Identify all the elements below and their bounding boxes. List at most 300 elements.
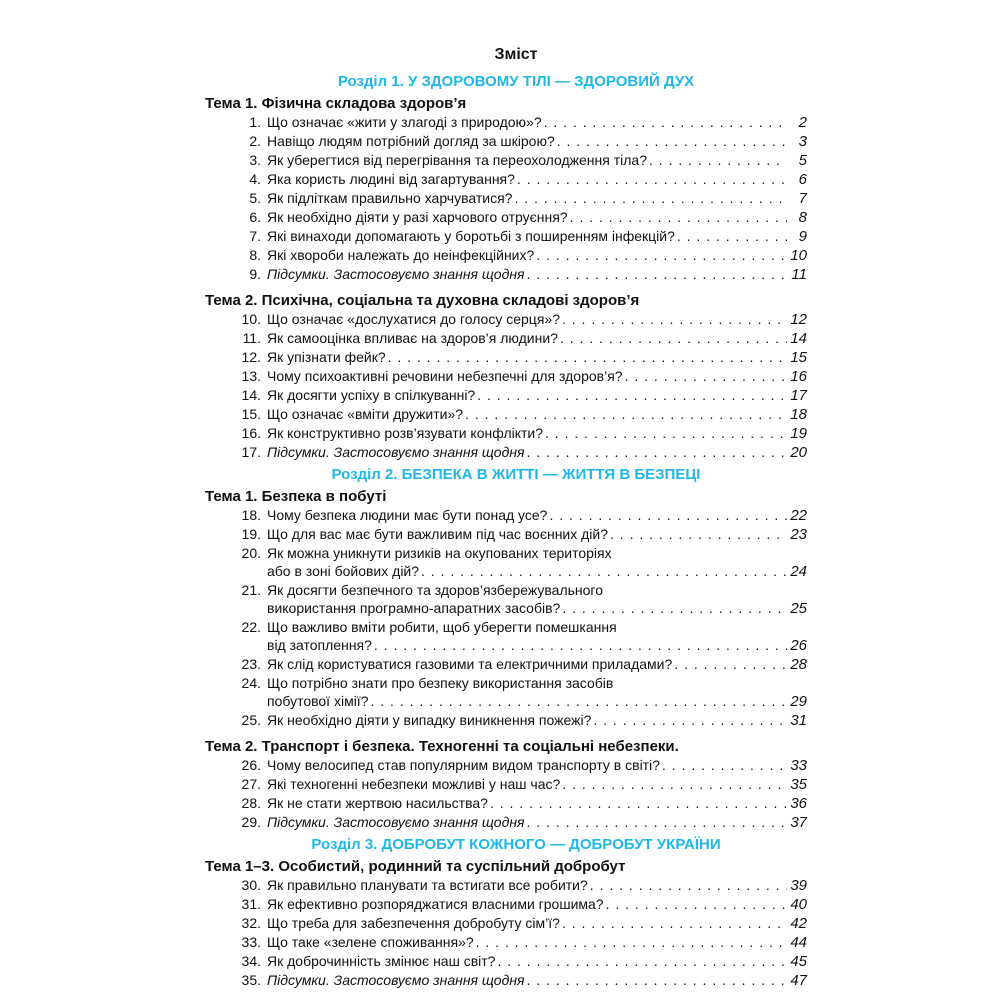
entry-title: Що важливо вміти робити, щоб уберегти помешкання: [267, 619, 617, 635]
entry-number: 30.: [241, 877, 261, 893]
page-number: 36: [790, 795, 807, 812]
page-number: 35: [790, 776, 807, 793]
toc-entry[interactable]: [205, 581, 807, 618]
entry-number: 12.: [241, 349, 261, 365]
entry-body: [267, 544, 807, 581]
page-number: 19: [790, 425, 807, 442]
page-number: 16: [790, 368, 807, 385]
page-number: 29: [790, 693, 807, 710]
entry-number: 10.: [241, 311, 261, 327]
entry-body: [267, 933, 807, 952]
entry-number: 32.: [241, 915, 261, 931]
toc-entry[interactable]: [205, 813, 807, 832]
entry-title: Чому психоактивні речовини небезпечні для здоров’я?: [267, 368, 623, 384]
entry-number: 2.: [249, 133, 261, 149]
entry-title: побутової хімії?: [267, 693, 369, 709]
entry-number: 9.: [249, 266, 261, 282]
entry-line: [267, 506, 807, 525]
entry-text-block: [267, 794, 807, 813]
dot-leader: [593, 711, 787, 729]
page-number: 3: [798, 133, 807, 150]
entry-body: [267, 876, 807, 895]
entry-title: Що таке «зелене споживання»?: [267, 934, 474, 950]
entry-title: Як необхідно діяти у випадку виникнення пожежі?: [267, 712, 592, 728]
topic-title: Тема 2. Психічна, соціальна та духовна складові здоров’я: [205, 292, 640, 309]
entry-body: [267, 443, 807, 462]
toc-entry[interactable]: [205, 265, 807, 284]
entry-line: [267, 692, 807, 711]
entry-number: 19.: [241, 526, 261, 542]
toc-topic: [205, 737, 807, 832]
entry-body: [267, 971, 807, 990]
page-number: 45: [790, 953, 807, 970]
entry-title: Як конструктивно розв’язувати конфлікти?: [267, 425, 544, 441]
entry-line: [267, 348, 807, 367]
toc-entry[interactable]: [205, 132, 807, 151]
toc-entry[interactable]: [205, 794, 807, 813]
entry-number: 14.: [241, 387, 261, 403]
page-number: 23: [790, 526, 807, 543]
page-number: 28: [790, 656, 807, 673]
entry-line: [267, 971, 807, 990]
entry-line: [267, 599, 807, 618]
toc-entry[interactable]: [205, 876, 807, 895]
topic-title: Тема 1–3. Особистий, родинний та суспільний добробут: [205, 858, 626, 875]
entry-text-block: [267, 443, 807, 462]
toc-section: [205, 72, 807, 462]
toc-entry[interactable]: [205, 756, 807, 775]
entry-number: 3.: [249, 152, 261, 168]
entry-body: [267, 581, 807, 618]
entry-body: [267, 329, 807, 348]
toc-entry[interactable]: [205, 525, 807, 544]
entry-line: [267, 756, 807, 775]
dot-leader: [490, 794, 787, 812]
toc-entry[interactable]: [205, 386, 807, 405]
entry-title: Чому безпека людини має бути понад усе?: [267, 507, 548, 523]
section-title: Розділ 3. ДОБРОБУТ КОЖНОГО — ДОБРОБУТ УКРАЇНИ: [311, 836, 721, 853]
dot-leader: [544, 113, 787, 131]
entry-number: 16.: [241, 425, 261, 441]
dot-leader: [421, 562, 787, 580]
page-number: 26: [790, 637, 807, 654]
entry-text-block: [267, 971, 807, 990]
toc-entry[interactable]: [205, 618, 807, 655]
entry-body: [267, 170, 807, 189]
section-title: Розділ 2. БЕЗПЕКА В ЖИТТІ — ЖИТТЯ В БЕЗПЕЦІ: [331, 466, 701, 483]
entry-title: Як не стати жертвою насильства?: [267, 795, 488, 811]
entry-number: 17.: [241, 444, 261, 460]
entry-text-block: [267, 674, 807, 711]
entry-line: [267, 655, 807, 674]
entry-line: [267, 170, 807, 189]
page-number: 40: [790, 896, 807, 913]
entry-line: [267, 310, 807, 329]
entry-line: [267, 189, 807, 208]
entry-body: [267, 674, 807, 711]
entry-number: 31.: [241, 896, 261, 912]
entry-body: [267, 794, 807, 813]
entry-text-block: [267, 329, 807, 348]
entry-title: Що означає «жити у злагоді з природою»?: [267, 114, 542, 130]
entry-number: 23.: [241, 656, 261, 672]
entry-body: [267, 310, 807, 329]
entry-body: [267, 775, 807, 794]
dot-leader: [527, 443, 787, 461]
entry-line: [267, 367, 807, 386]
dot-leader: [514, 189, 787, 207]
entry-line: [267, 876, 807, 895]
entry-number: 6.: [249, 209, 261, 225]
page-number: 2: [798, 114, 807, 131]
entry-body: [267, 506, 807, 525]
dot-leader: [606, 895, 787, 913]
entry-title: Як можна уникнути ризиків на окупованих територіях: [267, 545, 612, 561]
dot-leader: [560, 329, 787, 347]
page-number: 20: [790, 444, 807, 461]
entry-line: [267, 386, 807, 405]
entry-line: [267, 227, 807, 246]
entry-line: [267, 265, 807, 284]
entry-line: [267, 581, 807, 599]
entry-number: 35.: [241, 972, 261, 988]
page-number: 7: [798, 190, 807, 207]
entry-body: [267, 113, 807, 132]
page-number: 25: [790, 600, 807, 617]
toc-entry[interactable]: [205, 208, 807, 227]
entry-line: [267, 151, 807, 170]
toc-entry[interactable]: [205, 952, 807, 971]
entry-line: [267, 246, 807, 265]
dot-leader: [549, 506, 787, 524]
toc-entry[interactable]: [205, 443, 807, 462]
entry-text-block: [267, 348, 807, 367]
entry-summary-label: Підсумки. Застосовуємо знання щодня: [267, 266, 525, 282]
entry-text-block: [267, 813, 807, 832]
page-number: 47: [790, 972, 807, 989]
toc-entry[interactable]: [205, 655, 807, 674]
page-number: 44: [790, 934, 807, 951]
entry-number: 28.: [241, 795, 261, 811]
entry-text-block: [267, 544, 807, 581]
toc-entry[interactable]: [205, 544, 807, 581]
topic-title: Тема 1. Безпека в побуті: [205, 488, 387, 505]
entry-body: [267, 813, 807, 832]
toc-section: [205, 465, 807, 832]
entry-title: Як досягти безпечного та здоров’язбережувального: [267, 582, 604, 598]
entry-title: Як досягти успіху в спілкуванні?: [267, 387, 476, 403]
entry-text-block: [267, 227, 807, 246]
dot-leader: [374, 636, 787, 654]
entry-body: [267, 151, 807, 170]
toc-entry[interactable]: [205, 674, 807, 711]
entry-title: Як правильно планувати та встигати все робити?: [267, 877, 588, 893]
entry-text-block: [267, 952, 807, 971]
dot-leader: [545, 424, 787, 442]
page-number: 11: [791, 266, 807, 283]
entry-line: [267, 405, 807, 424]
page-number: 37: [790, 814, 807, 831]
entry-body: [267, 405, 807, 424]
toc-entry[interactable]: [205, 329, 807, 348]
page-number: 39: [790, 877, 807, 894]
toc-entry[interactable]: [205, 310, 807, 329]
entry-body: [267, 367, 807, 386]
dot-leader: [610, 525, 787, 543]
page-number: 18: [790, 406, 807, 423]
entry-title: Як підліткам правильно харчуватися?: [267, 190, 513, 206]
entry-body: [267, 189, 807, 208]
entry-text-block: [267, 895, 807, 914]
entry-number: 18.: [241, 507, 261, 523]
entry-title: Як упізнати фейк?: [267, 349, 386, 365]
entry-number: 20.: [241, 545, 261, 561]
entry-body: [267, 756, 807, 775]
dot-leader: [536, 246, 787, 264]
entry-line: [267, 636, 807, 655]
dot-leader: [527, 813, 787, 831]
toc-topic: [205, 487, 807, 730]
entry-title: використання програмно-апаратних засобів?: [267, 600, 561, 616]
entry-number: 1.: [249, 114, 261, 130]
entry-title: Як самооцінка впливає на здоров’я людини?: [267, 330, 558, 346]
entry-line: [267, 952, 807, 971]
entry-text-block: [267, 525, 807, 544]
entry-title: Які винаходи допомагають у боротьбі з поширенням інфекцій?: [267, 228, 675, 244]
entry-text-block: [267, 711, 807, 730]
entry-text-block: [267, 246, 807, 265]
toc-section: [205, 835, 807, 990]
page-number: 8: [798, 209, 807, 226]
page-number: 15: [790, 349, 807, 366]
entry-text-block: [267, 386, 807, 405]
toc-entry[interactable]: [205, 775, 807, 794]
page-number: 17: [790, 387, 807, 404]
entry-title: або в зоні бойових дій?: [267, 563, 420, 579]
page-title: Зміст: [494, 46, 538, 63]
entry-text-block: [267, 424, 807, 443]
toc-entry[interactable]: [205, 113, 807, 132]
entry-body: [267, 525, 807, 544]
entry-body: [267, 895, 807, 914]
entry-line: [267, 424, 807, 443]
entry-body: [267, 711, 807, 730]
dot-leader: [562, 914, 787, 932]
page-number: 9: [798, 228, 807, 245]
entry-number: 25.: [241, 712, 261, 728]
sections-container: [205, 72, 807, 990]
entry-number: 24.: [241, 675, 261, 691]
entry-line: [267, 794, 807, 813]
entry-text-block: [267, 655, 807, 674]
entry-title: Як уберегтися від перегрівання та переохолодження тіла?: [267, 152, 648, 168]
entry-text-block: [267, 170, 807, 189]
dot-leader: [625, 367, 787, 385]
entry-number: 22.: [241, 619, 261, 635]
entry-text-block: [267, 367, 807, 386]
entry-number: 8.: [249, 247, 261, 263]
entry-line: [267, 113, 807, 132]
toc-entry[interactable]: [205, 246, 807, 265]
entry-title: Навіщо людям потрібний догляд за шкірою?: [267, 133, 555, 149]
entry-line: [267, 525, 807, 544]
toc-entry[interactable]: [205, 405, 807, 424]
entry-body: [267, 952, 807, 971]
entry-title: Які техногенні небезпеки можливі у наш час?: [267, 776, 561, 792]
entry-line: [267, 813, 807, 832]
entry-number: 29.: [241, 814, 261, 830]
dot-leader: [562, 775, 787, 793]
dot-leader: [388, 348, 787, 366]
page-number: 22: [790, 507, 807, 524]
entry-text-block: [267, 405, 807, 424]
entry-body: [267, 227, 807, 246]
entry-line: [267, 562, 807, 581]
entry-title: Як слід користуватися газовими та електричними приладами?: [267, 656, 673, 672]
dot-leader: [517, 170, 787, 188]
dot-leader: [557, 132, 787, 150]
entry-title: Як ефективно розпоряджатися власними грошима?: [267, 896, 604, 912]
entry-number: 7.: [249, 228, 261, 244]
dot-leader: [527, 971, 787, 989]
dot-leader: [497, 952, 787, 970]
toc-entry[interactable]: [205, 151, 807, 170]
entry-body: [267, 914, 807, 933]
entry-text-block: [267, 208, 807, 227]
section-title: Розділ 1. У ЗДОРОВОМУ ТІЛІ — ЗДОРОВИЙ ДУХ: [337, 73, 695, 90]
page-number: 24: [790, 563, 807, 580]
entry-title: Що для вас має бути важливим під час воєнних дій?: [267, 526, 609, 542]
table-of-contents: [205, 44, 807, 990]
toc-entry[interactable]: [205, 424, 807, 443]
toc-entry[interactable]: [205, 367, 807, 386]
entry-line: [267, 544, 807, 562]
toc-entry[interactable]: [205, 348, 807, 367]
toc-entry[interactable]: [205, 711, 807, 730]
page-number: 5: [798, 152, 807, 169]
page-number: 42: [790, 915, 807, 932]
entry-body: [267, 386, 807, 405]
dot-leader: [649, 151, 787, 169]
toc-entry[interactable]: [205, 895, 807, 914]
entry-line: [267, 132, 807, 151]
toc-topic: [205, 94, 807, 284]
entry-text-block: [267, 151, 807, 170]
entry-body: [267, 348, 807, 367]
toc-entry[interactable]: [205, 170, 807, 189]
dot-leader: [562, 599, 787, 617]
entry-line: [267, 914, 807, 933]
entry-body: [267, 265, 807, 284]
entry-number: 13.: [241, 368, 261, 384]
entry-summary-label: Підсумки. Застосовуємо знання щодня: [267, 444, 525, 460]
entry-body: [267, 246, 807, 265]
entry-title: Що означає «вміти дружити»?: [267, 406, 464, 422]
entry-text-block: [267, 933, 807, 952]
entry-body: [267, 208, 807, 227]
entry-line: [267, 775, 807, 794]
entry-text-block: [267, 876, 807, 895]
entry-number: 4.: [249, 171, 261, 187]
entry-text-block: [267, 581, 807, 618]
toc-entry[interactable]: [205, 227, 807, 246]
entry-text-block: [267, 310, 807, 329]
page-number: 12: [790, 311, 807, 328]
toc-entry[interactable]: [205, 914, 807, 933]
entry-number: 5.: [249, 190, 261, 206]
entry-number: 11.: [242, 330, 261, 346]
entry-text-block: [267, 618, 807, 655]
entry-title: Як доброчинність змінює наш світ?: [267, 953, 496, 969]
entry-number: 27.: [241, 776, 261, 792]
entry-text-block: [267, 189, 807, 208]
entry-title: Що означає «дослухатися до голосу серця»?: [267, 311, 560, 327]
entry-number: 34.: [241, 953, 261, 969]
entry-line: [267, 443, 807, 462]
entry-text-block: [267, 113, 807, 132]
entry-body: [267, 655, 807, 674]
dot-leader: [662, 756, 787, 774]
entry-number: 15.: [241, 406, 261, 422]
entry-summary-label: Підсумки. Застосовуємо знання щодня: [267, 814, 525, 830]
entry-line: [267, 895, 807, 914]
entry-title: Що потрібно знати про безпеку використання засобів: [267, 675, 614, 691]
toc-entry[interactable]: [205, 933, 807, 952]
page-number: 14: [790, 330, 807, 347]
entry-title: Які хвороби належать до неінфекційних?: [267, 247, 535, 263]
entry-text-block: [267, 265, 807, 284]
dot-leader: [371, 692, 788, 710]
page-number: 31: [790, 712, 807, 729]
entry-text-block: [267, 775, 807, 794]
entry-title: Як необхідно діяти у разі харчового отруєння?: [267, 209, 568, 225]
page-number: 10: [790, 247, 807, 264]
entry-summary-label: Підсумки. Застосовуємо знання щодня: [267, 972, 525, 988]
dot-leader: [590, 876, 787, 894]
entry-line: [267, 618, 807, 636]
entry-number: 21.: [241, 582, 261, 598]
dot-leader: [477, 386, 787, 404]
entry-text-block: [267, 506, 807, 525]
entry-body: [267, 618, 807, 655]
toc-entry[interactable]: [205, 971, 807, 990]
toc-entry[interactable]: [205, 189, 807, 208]
page-number: 33: [790, 757, 807, 774]
entry-text-block: [267, 756, 807, 775]
entry-line: [267, 208, 807, 227]
entry-line: [267, 711, 807, 730]
toc-topic: [205, 291, 807, 462]
entry-body: [267, 424, 807, 443]
dot-leader: [674, 655, 787, 673]
entry-line: [267, 933, 807, 952]
entry-title: Яка користь людині від загартування?: [267, 171, 515, 187]
dot-leader: [527, 265, 787, 283]
entry-body: [267, 132, 807, 151]
entry-number: 26.: [241, 757, 261, 773]
topic-title: Тема 2. Транспорт і безпека. Техногенні та соціальні небезпеки.: [205, 738, 679, 755]
dot-leader: [570, 208, 787, 226]
dot-leader: [677, 227, 787, 245]
entry-title: Що треба для забезпечення добробуту сім’ї?: [267, 915, 560, 931]
page-number: 6: [798, 171, 807, 188]
entry-title: від затоплення?: [267, 637, 372, 653]
toc-topic: [205, 857, 807, 990]
entry-text-block: [267, 914, 807, 933]
entry-text-block: [267, 132, 807, 151]
toc-entry[interactable]: [205, 506, 807, 525]
dot-leader: [465, 405, 787, 423]
